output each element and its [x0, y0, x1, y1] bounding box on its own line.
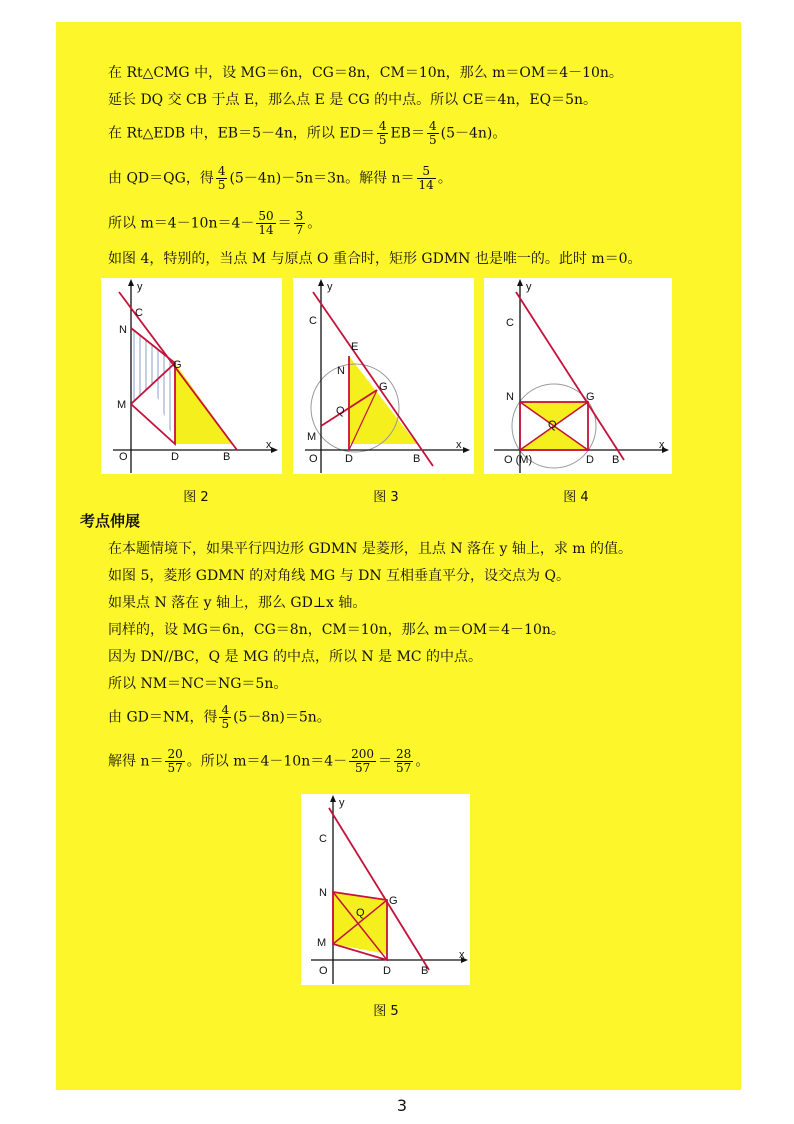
figure-3 [293, 278, 474, 474]
label-y: y [526, 281, 532, 293]
figure-2-diagram [101, 278, 282, 474]
eq-text: 由 QD＝QG，得 [108, 170, 214, 187]
equation-qd [108, 165, 452, 192]
label-B: B [421, 965, 429, 977]
figure-5-diagram [301, 794, 470, 985]
label-x: x [459, 949, 465, 961]
fraction: $\frac{4}{5}$ [378, 119, 387, 147]
eq-text: 。 [415, 753, 430, 770]
section-heading: 考点伸展 [80, 512, 141, 530]
eq-text: ＝ [277, 215, 292, 232]
label-N: N [506, 391, 514, 403]
label-C: C [319, 833, 327, 845]
fraction: $\frac{20}{57}$ [167, 747, 183, 775]
label-M: M [317, 937, 327, 949]
label-O: O [309, 453, 318, 465]
text-line-fig4: 如图 4，特别的，当点 M 与原点 O 重合时，矩形 GDMN 也是唯一的。此时 m＝0。 [108, 251, 642, 267]
fraction: $\frac{50}{14}$ [258, 209, 274, 237]
yellow-region [349, 356, 417, 444]
fraction: $\frac{28}{57}$ [396, 747, 412, 775]
eq-text: 在 Rt△EDB 中，EB＝5－4n，所以 ED＝ [108, 125, 375, 142]
label-B: B [612, 454, 620, 466]
eq-text: ＝ [378, 753, 393, 770]
eq-text: EB＝ [390, 125, 425, 142]
equation-solve [108, 748, 429, 775]
caption-fig4: 图 4 [563, 490, 589, 505]
eq-text: 解得 n＝ [108, 753, 164, 770]
label-Q: Q [336, 405, 345, 417]
caption-fig3: 图 3 [373, 490, 399, 505]
label-x: x [659, 439, 665, 451]
label-x: x [266, 439, 272, 451]
fraction: $\frac{3}{7}$ [295, 209, 304, 237]
label-O: O [319, 965, 328, 977]
ext-line-4: 同样的，设 MG＝6n，CG＝8n，CM＝10n，那么 m＝OM＝4－10n。 [108, 622, 565, 638]
label-B: B [413, 453, 421, 465]
eq-text: 。 [307, 215, 322, 232]
label-y: y [137, 281, 143, 293]
label-Q: Q [548, 419, 557, 431]
label-G: G [586, 391, 595, 403]
label-y: y [327, 281, 333, 293]
equation-gd [108, 704, 331, 731]
equation-edb [108, 120, 506, 147]
label-C: C [506, 317, 514, 329]
label-N: N [319, 887, 327, 899]
label-M: M [307, 431, 317, 443]
eq-text: (5－8n)＝5n。 [233, 709, 331, 726]
label-D: D [171, 451, 179, 463]
equation-m [108, 210, 321, 237]
label-D: D [383, 965, 391, 977]
caption-fig2: 图 2 [183, 490, 209, 505]
label-O: O [119, 451, 128, 463]
label-C: C [309, 315, 317, 327]
eq-text: 由 GD＝NM，得 [108, 709, 218, 726]
label-G: G [173, 359, 182, 371]
fraction: $\frac{4}{5}$ [428, 119, 437, 147]
ext-line-1: 在本题情境下，如果平行四边形 GDMN 是菱形，且点 N 落在 y 轴上，求 m 的值。 [108, 541, 633, 557]
figure-2 [101, 278, 282, 474]
line-cb [516, 292, 624, 460]
label-B: B [223, 451, 231, 463]
label-D: D [345, 453, 353, 465]
label-E: E [351, 341, 359, 353]
eq-text: 。 [437, 170, 452, 187]
label-D: D [586, 454, 594, 466]
eq-text: (5－4n)－5n＝3n。解得 n＝ [229, 170, 415, 187]
label-N: N [337, 365, 345, 377]
label-y: y [339, 797, 345, 809]
eq-text: 。所以 m＝4－10n＝4－ [186, 753, 348, 770]
caption-fig5: 图 5 [373, 1004, 399, 1019]
ext-line-6: 所以 NM＝NC＝NG＝5n。 [108, 676, 288, 692]
label-G: G [389, 895, 398, 907]
eq-text: (5－4n)。 [440, 125, 507, 142]
figure-5 [301, 794, 470, 985]
fraction: $\frac{200}{57}$ [351, 747, 375, 775]
label-N: N [119, 324, 127, 336]
page-number: 3 [396, 1096, 408, 1115]
fraction: $\frac{4}{5}$ [221, 703, 230, 731]
fraction: $\frac{5}{14}$ [418, 164, 434, 192]
ext-line-5: 因为 DN//BC，Q 是 MG 的中点，所以 N 是 MC 的中点。 [108, 649, 483, 665]
label-C: C [135, 307, 143, 319]
label-M: M [117, 399, 127, 411]
fraction: $\frac{4}{5}$ [217, 164, 226, 192]
figure-4-diagram [484, 278, 672, 474]
label-O-M: O (M) [504, 454, 533, 466]
text-line-1: 在 Rt△CMG 中，设 MG＝6n，CG＝8n，CM＝10n，那么 m＝OM＝4－10n。 [108, 65, 623, 81]
eq-text: 所以 m＝4－10n＝4－ [108, 215, 255, 232]
text-line-2: 延长 DQ 交 CB 于点 E，那么点 E 是 CG 的中点。所以 CE＝4n，EQ＝5n。 [108, 92, 598, 108]
label-x: x [456, 439, 462, 451]
label-Q: Q [356, 907, 365, 919]
ext-line-3: 如果点 N 落在 y 轴上，那么 GD⊥x 轴。 [108, 595, 367, 611]
figure-4 [484, 278, 672, 474]
label-G: G [379, 381, 388, 393]
ext-line-2: 如图 5，菱形 GDMN 的对角线 MG 与 DN 互相垂直平分，设交点为 Q。 [108, 568, 570, 584]
figure-3-diagram [293, 278, 474, 474]
